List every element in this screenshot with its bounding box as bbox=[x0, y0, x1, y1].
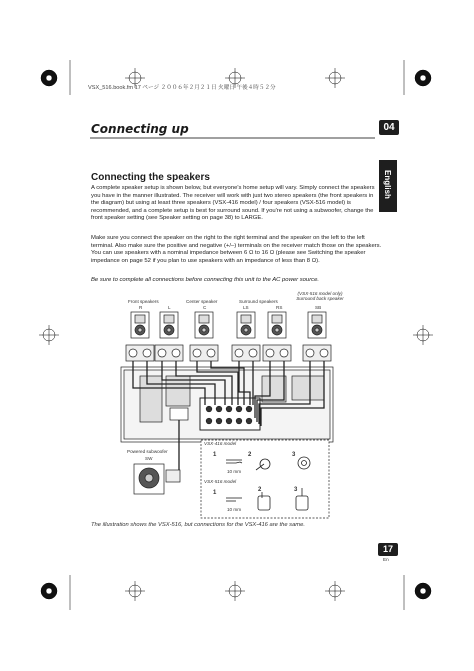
page-number: 17 bbox=[378, 543, 398, 556]
label-sb: SB bbox=[315, 305, 322, 310]
step-2-416: 2 bbox=[248, 452, 252, 458]
speaker-surround-back bbox=[308, 312, 326, 338]
mm-516: 10 mm bbox=[227, 507, 242, 512]
chapter-number: 04 bbox=[379, 120, 399, 135]
label-front-speakers: Front speakers bbox=[128, 299, 159, 304]
label-r: R bbox=[139, 305, 143, 310]
label-surround-speakers: Surround speakers bbox=[239, 299, 278, 304]
step-3-516: 3 bbox=[294, 487, 298, 493]
label-vsx416: VSX-416 model bbox=[204, 441, 237, 446]
label-l: L bbox=[168, 305, 171, 310]
file-info: VSX_516.book.fm 17 ページ ２００６年２月２１日 火曜日 午後４時５２分 bbox=[88, 85, 276, 91]
label-vsx516: VSX-516 model bbox=[204, 479, 237, 484]
label-c: C bbox=[203, 305, 207, 310]
speaker-center bbox=[195, 312, 213, 338]
language-tab-label: English bbox=[382, 170, 392, 199]
label-rs: RS bbox=[276, 305, 283, 310]
paragraph-2: Make sure you connect the speaker on the right to the right terminal and the speaker on the left to the left terminal. Also make sure the positive and negative (+/–) terminals on the receiver match those on the speakers. You can use speakers with a nominal impedance between 6 Ω to 16 Ω (please see Switching the speaker impedance on page 52 if you plan to use speakers with an impedance of less than 8 Ω). bbox=[91, 235, 382, 264]
mm-416: 10 mm bbox=[227, 469, 242, 474]
section-title: Connecting the speakers bbox=[91, 172, 210, 183]
speaker-surround-r bbox=[268, 312, 286, 338]
step-1-416: 1 bbox=[213, 452, 217, 458]
step-2-516: 2 bbox=[258, 487, 262, 493]
note: Be sure to complete all connections before connecting this unit to the AC power source. bbox=[91, 277, 320, 283]
label-subwoofer: Powered subwoofer bbox=[127, 449, 168, 454]
header-title: Connecting up bbox=[91, 122, 189, 136]
page-lang: En bbox=[383, 557, 389, 562]
paragraph-1: A complete speaker setup is shown below, but everyone's home setup will vary. Simply connect the speakers you have in the manner illustrated. The receiver will work with just two stereo speakers (the front speakers in the diagram) but using at least three speakers (VSX-416 model) / four speakers (VSX-516 model) is recommended, and a complete setup is best for surround sound. If you're not using a subwoofer, change the front speaker setting (see Speaker setting on page 38) to LARGE. bbox=[91, 185, 375, 222]
speaker-front-r bbox=[131, 312, 149, 338]
label-surround-back: (VSX-516 model only) Surround back speaker bbox=[296, 291, 344, 301]
step-1-516: 1 bbox=[213, 490, 217, 496]
figure-caption: The illustration shows the VSX-516, but connections for the VSX-416 are the same. bbox=[91, 522, 305, 528]
speaker-front-l bbox=[160, 312, 178, 338]
label-center-speaker: Center speaker bbox=[186, 299, 218, 304]
label-ls: LS bbox=[243, 305, 249, 310]
label-sw: SW bbox=[145, 456, 153, 461]
step-3-416: 3 bbox=[292, 452, 296, 458]
speaker-surround-l bbox=[237, 312, 255, 338]
